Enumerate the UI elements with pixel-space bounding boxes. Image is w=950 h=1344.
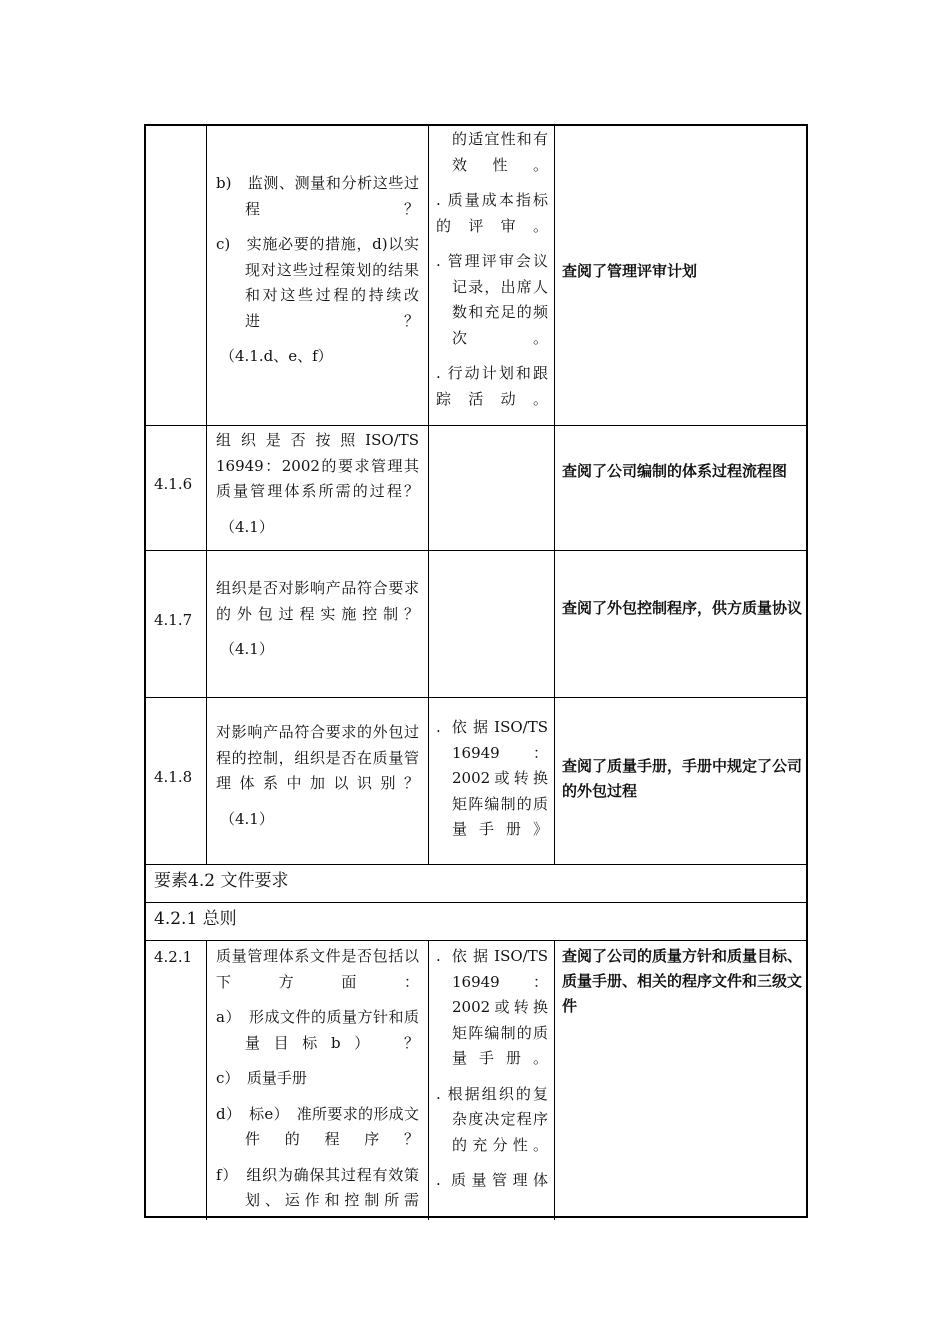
- row-divider: [146, 425, 806, 426]
- row-divider: [146, 864, 806, 865]
- evidence-item: . 根据组织的复杂度决定程序的充分性。: [436, 1084, 548, 1154]
- col-divider: [428, 126, 429, 864]
- evidence-item: . 依据ISO/TS 16949：2002或转换矩阵编制的质量手册。: [436, 947, 548, 1067]
- evidence-item: . 行动计划和跟踪活动。: [436, 364, 548, 408]
- clause-ref: （4.1）: [220, 640, 274, 658]
- requirement-item: f） 组织为确保其过程有效策划、运作和控制所需: [216, 1165, 419, 1209]
- evidence-item: 的适宜性和有效性。: [452, 130, 548, 174]
- requirement-item: b) 监测、测量和分析这些过程？: [216, 174, 419, 218]
- clause-number: 4.1.6: [154, 475, 193, 493]
- col-divider: [554, 126, 555, 864]
- evidence-item: . 管理评审会议记录，出席人数和充足的频次。: [436, 252, 548, 347]
- clause-number: 4.1.7: [154, 611, 193, 629]
- row-divider: [146, 550, 806, 551]
- row-divider: [146, 697, 806, 698]
- clause-ref: （4.1.d、e、f）: [220, 347, 333, 365]
- audit-finding: 查阅了外包控制程序，供方质量协议: [562, 599, 803, 617]
- evidence-item: . 质量管理体: [436, 1171, 548, 1189]
- requirement-item: c） 质量手册: [216, 1069, 307, 1087]
- section-header: 要素4.2 文件要求: [154, 871, 289, 891]
- requirement-item: d） 标e） 准所要求的形成文件的程序？: [216, 1104, 419, 1148]
- clause-number: 4.2.1: [154, 948, 193, 966]
- clause-ref: （4.1）: [220, 809, 274, 828]
- audit-finding: 查阅了公司编制的体系过程流程图: [562, 462, 788, 480]
- subsection-header: 4.2.1 总则: [154, 909, 237, 929]
- audit-finding: 查阅了公司的质量方针和质量目标、质量手册、相关的程序文件和三级文件: [562, 947, 803, 1015]
- requirement-text: 组织是否按照ISO/TS 16949：2002的要求管理其质量管理体系所需的过程？: [216, 431, 419, 500]
- requirement-cell: [216, 171, 419, 380]
- clause-ref: （4.1）: [220, 517, 274, 536]
- requirement-item: c) 实施必要的措施，d)以实现对这些过程策划的结果和对这些过程的持续改进？: [216, 235, 419, 330]
- col-divider: [554, 940, 555, 1220]
- evidence-item: . 质量成本指标的评审。: [436, 191, 548, 235]
- audit-finding: 查阅了质量手册，手册中规定了公司的外包过程: [562, 757, 803, 800]
- requirement-cell: [216, 428, 419, 550]
- requirement-cell: [216, 720, 419, 842]
- requirement-cell: [216, 944, 419, 1224]
- requirement-text: 组织是否对影响产品符合要求的外包过程实施控制？: [216, 579, 419, 623]
- evidence-cell: [436, 944, 548, 1204]
- row-divider: [146, 940, 806, 941]
- evidence-item: . 依据ISO/TS 16949：2002或转换矩阵编制的质量手册》: [436, 718, 548, 838]
- row-divider: [146, 902, 806, 903]
- evidence-cell: [436, 127, 548, 422]
- requirement-text: 对影响产品符合要求的外包过程的控制，组织是否在质量管理体系中加以识别？: [216, 723, 419, 792]
- requirement-item: a） 形成文件的质量方针和质量目标b） ？: [216, 1008, 419, 1052]
- requirement-text: 质量管理体系文件是否包括以下方面：: [216, 947, 419, 991]
- audit-finding: 查阅了管理评审计划: [562, 262, 698, 280]
- audit-checklist-table: [144, 124, 808, 1218]
- col-divider: [206, 126, 207, 864]
- col-divider: [428, 940, 429, 1220]
- clause-number: 4.1.8: [154, 768, 193, 786]
- col-divider: [206, 940, 207, 1220]
- evidence-cell: [436, 715, 548, 853]
- requirement-cell: [216, 576, 419, 673]
